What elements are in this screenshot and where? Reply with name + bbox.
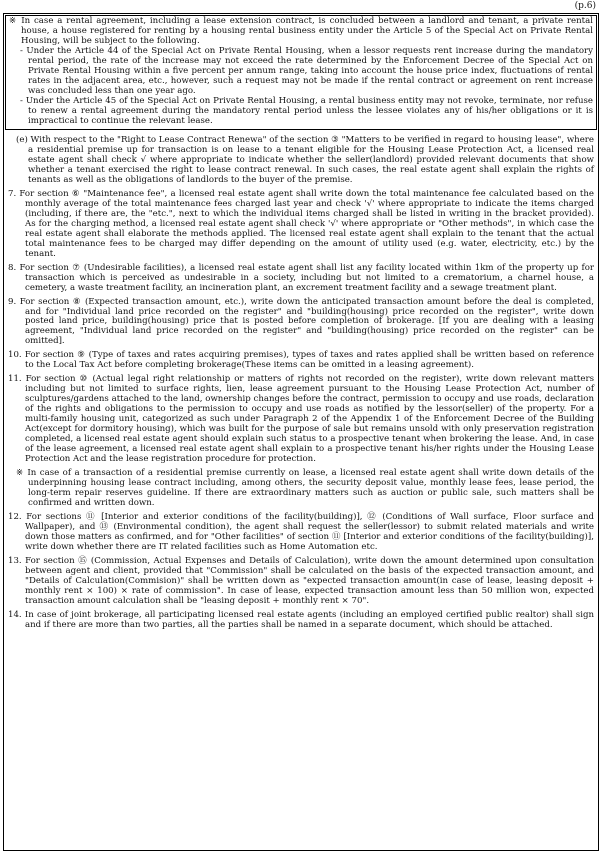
note-item-article-44: - Under the Article 44 of the Special Act on Private Rental Housing, when a lessor requests rent increase during the mandatory rental period, the rate of the increase may not exceed the rate determined by the Enforcement Decree of the Special Act on Private Rental Housing within a five percent per annum range, taking into account the house price index, fluctuations of rental rates in the adjacent area, etc., however, such a request may not be made if the rental contract or agreement on rent increase was concluded less than one year ago. (20, 45, 593, 96)
section-11-legal-rights: 11. For section ⑩ (Actual legal right relationship or matters of rights not recorded on the register), write down relevant matters including but not limited to surface rights, lien, lease agreement pursuant to the Housing Lease Protection Act, number of sculptures/gardens attached to the land, ownership changes before the contract, permission to occupy and use roads, declaration of the rights and obligations to the permission to occupy and use roads as notified by the lessor(seller) of the property. For a multi-family housing unit, categorized as such under Paragraph 2 of the Appendix 1 of the Enforcement Decree of the Building Act(except for dormitory housing), which was built for the purpose of sale but remains unsold with only preservation registration completed, a licensed real estate agent should explain such status to a prospective tenant when brokering the lease. And, in case of the lease agreement, a licensed real estate agent shall explain to a prospective tenant his/her rights under the Housing Lease Protection Act and the lease registration procedure for protection. (8, 374, 594, 465)
section-8-undesirable-facilities: 8. For section ⑦ (Undesirable facilities), a licensed real estate agent shall list any facility located within 1km of the property up for transaction which is perceived as undesirable in a society, including but not limited to a crematorium, a charnel house, a cemetery, a waste treatment facility, an incineration plant, an excrement treatment facility and a sewage treatment plant. (8, 262, 594, 293)
section-e-lease-renewal: (e) With respect to the "Right to Lease Contract Renewa" of the section ③ "Matters to be verified in regard to housing lease", where a residential premise up for transaction is on lease to a tenant eligible for the Housing Lease Protection Act, a licensed real estate agent shall check √ where appropriate to indicate whether the seller(landlord) provided relevant documents that show whether a tenant exercised the right to lease contract renewal. In such cases, the real estate agent shall explain the rights of tenants as well as the obligations of landlords to the buyer of the premise. (16, 135, 594, 185)
section-14-joint-brokerage: 14. In case of joint brokerage, all participating licensed real estate agents (including an employed certified public realtor) shall sign and if there are more than two parties, all the parties shall be named in a separate document, which should be attached. (8, 609, 594, 630)
section-11-note: ※ In case of a transaction of a residential premise currently on lease, a licensed real estate agent shall write down details of the underpinning housing lease contract including, among others, the security deposit value, monthly lease fees, lease period, the long-term repair reserves guideline. If there are extraordinary matters such as auction or public sale, such matters shall be confirmed and written down. (16, 468, 594, 508)
instructions-body (8, 136, 594, 635)
note-intro: ※ In case a rental agreement, including a lease extension contract, is concluded between a landlord and tenant, a private rental house, a house registered for renting by a housing rental business entity under the Article 5 of the Special Act on Private Rental Housing, will be subject to the following. (9, 16, 593, 46)
section-13-commission: 13. For section ⑮ (Commission, Actual Expenses and Details of Calculation), write down the amount determined upon consultation between agent and client, provided that "Commission" shall be calculated on the basis of the expected transaction amount, and "Details of Calculation(Commision)" shall be written down as "expected transaction amount(in case of lease, leasing deposit + monthly rent × 100) × rate of commission". In case of lease, expected transaction amount less than 50 million won, expected transaction amount calculation shall be "leasing deposit + monthly rent × 70". (8, 555, 594, 606)
page-number: (p.6) (574, 1, 596, 11)
note-item-article-45: - Under the Article 45 of the Special Act on Private Rental Housing, a rental business entity may not revoke, terminate, nor refuse to renew a rental agreement during the mandatory rental period unless the lessee violates any of his/her obligations or it is impractical to continue the relevant lease. (20, 95, 593, 126)
section-9-expected-amount: 9. For section ⑧ (Expected transaction amount, etc.), write down the anticipated transaction amount before the deal is completed, and for "Individual land price recorded on the register" and "building(housing) price recorded on the register", write down posted land price, building(housing) price that is posted before completion of brokerage. [If you are dealing with a leasing agreement, "Individual land price recorded on the register" and "building(housing) price recorded on the register" can be omitted]. (8, 296, 594, 347)
section-10-taxes: 10. For section ⑨ (Type of taxes and rates acquiring premises), types of taxes and rates applied shall be written based on reference to the Local Tax Act before completing brokerage(These items can be omitted in a leasing agreement). (8, 350, 594, 371)
section-7-maintenance-fee: 7. For section ⑥ "Maintenance fee", a licensed real estate agent shall write down the total maintenance fee calculated based on the monthly average of the total maintenance fees charged last year and check '√' where appropriate to indicate the items charged (including, if there are, the "etc.", next to which the individual items charged shall be listed in writing in the bracket provided). As for the charging method, a licensed real estate agent shall check '√' where appropriate or "Other methods", in which case the real estate agent shall elaborate the methods applied. The licensed real estate agent shall explain to the tenant that the actual total maintenance fees to be charged may differ depending on the amount of utility used (e.g. water, electricity, etc.) by the tenant. (8, 188, 594, 259)
section-12-facility-conditions: 12. For sections ⑪ [Interior and exterior conditions of the facility(building)], ⑫ (Conditions of Wall surface, Floor surface and Wallpaper), and ⑬ (Environmental condition), the agent shall request the seller(lessor) to submit related materials and write down those matters as confirmed, and for "Other facilities" of section ⑪ [Interior and exterior conditions of the facility(building)], write down whether there are IT related facilities such as Home Automation etc. (8, 511, 594, 552)
private-rental-note-box (5, 15, 597, 130)
